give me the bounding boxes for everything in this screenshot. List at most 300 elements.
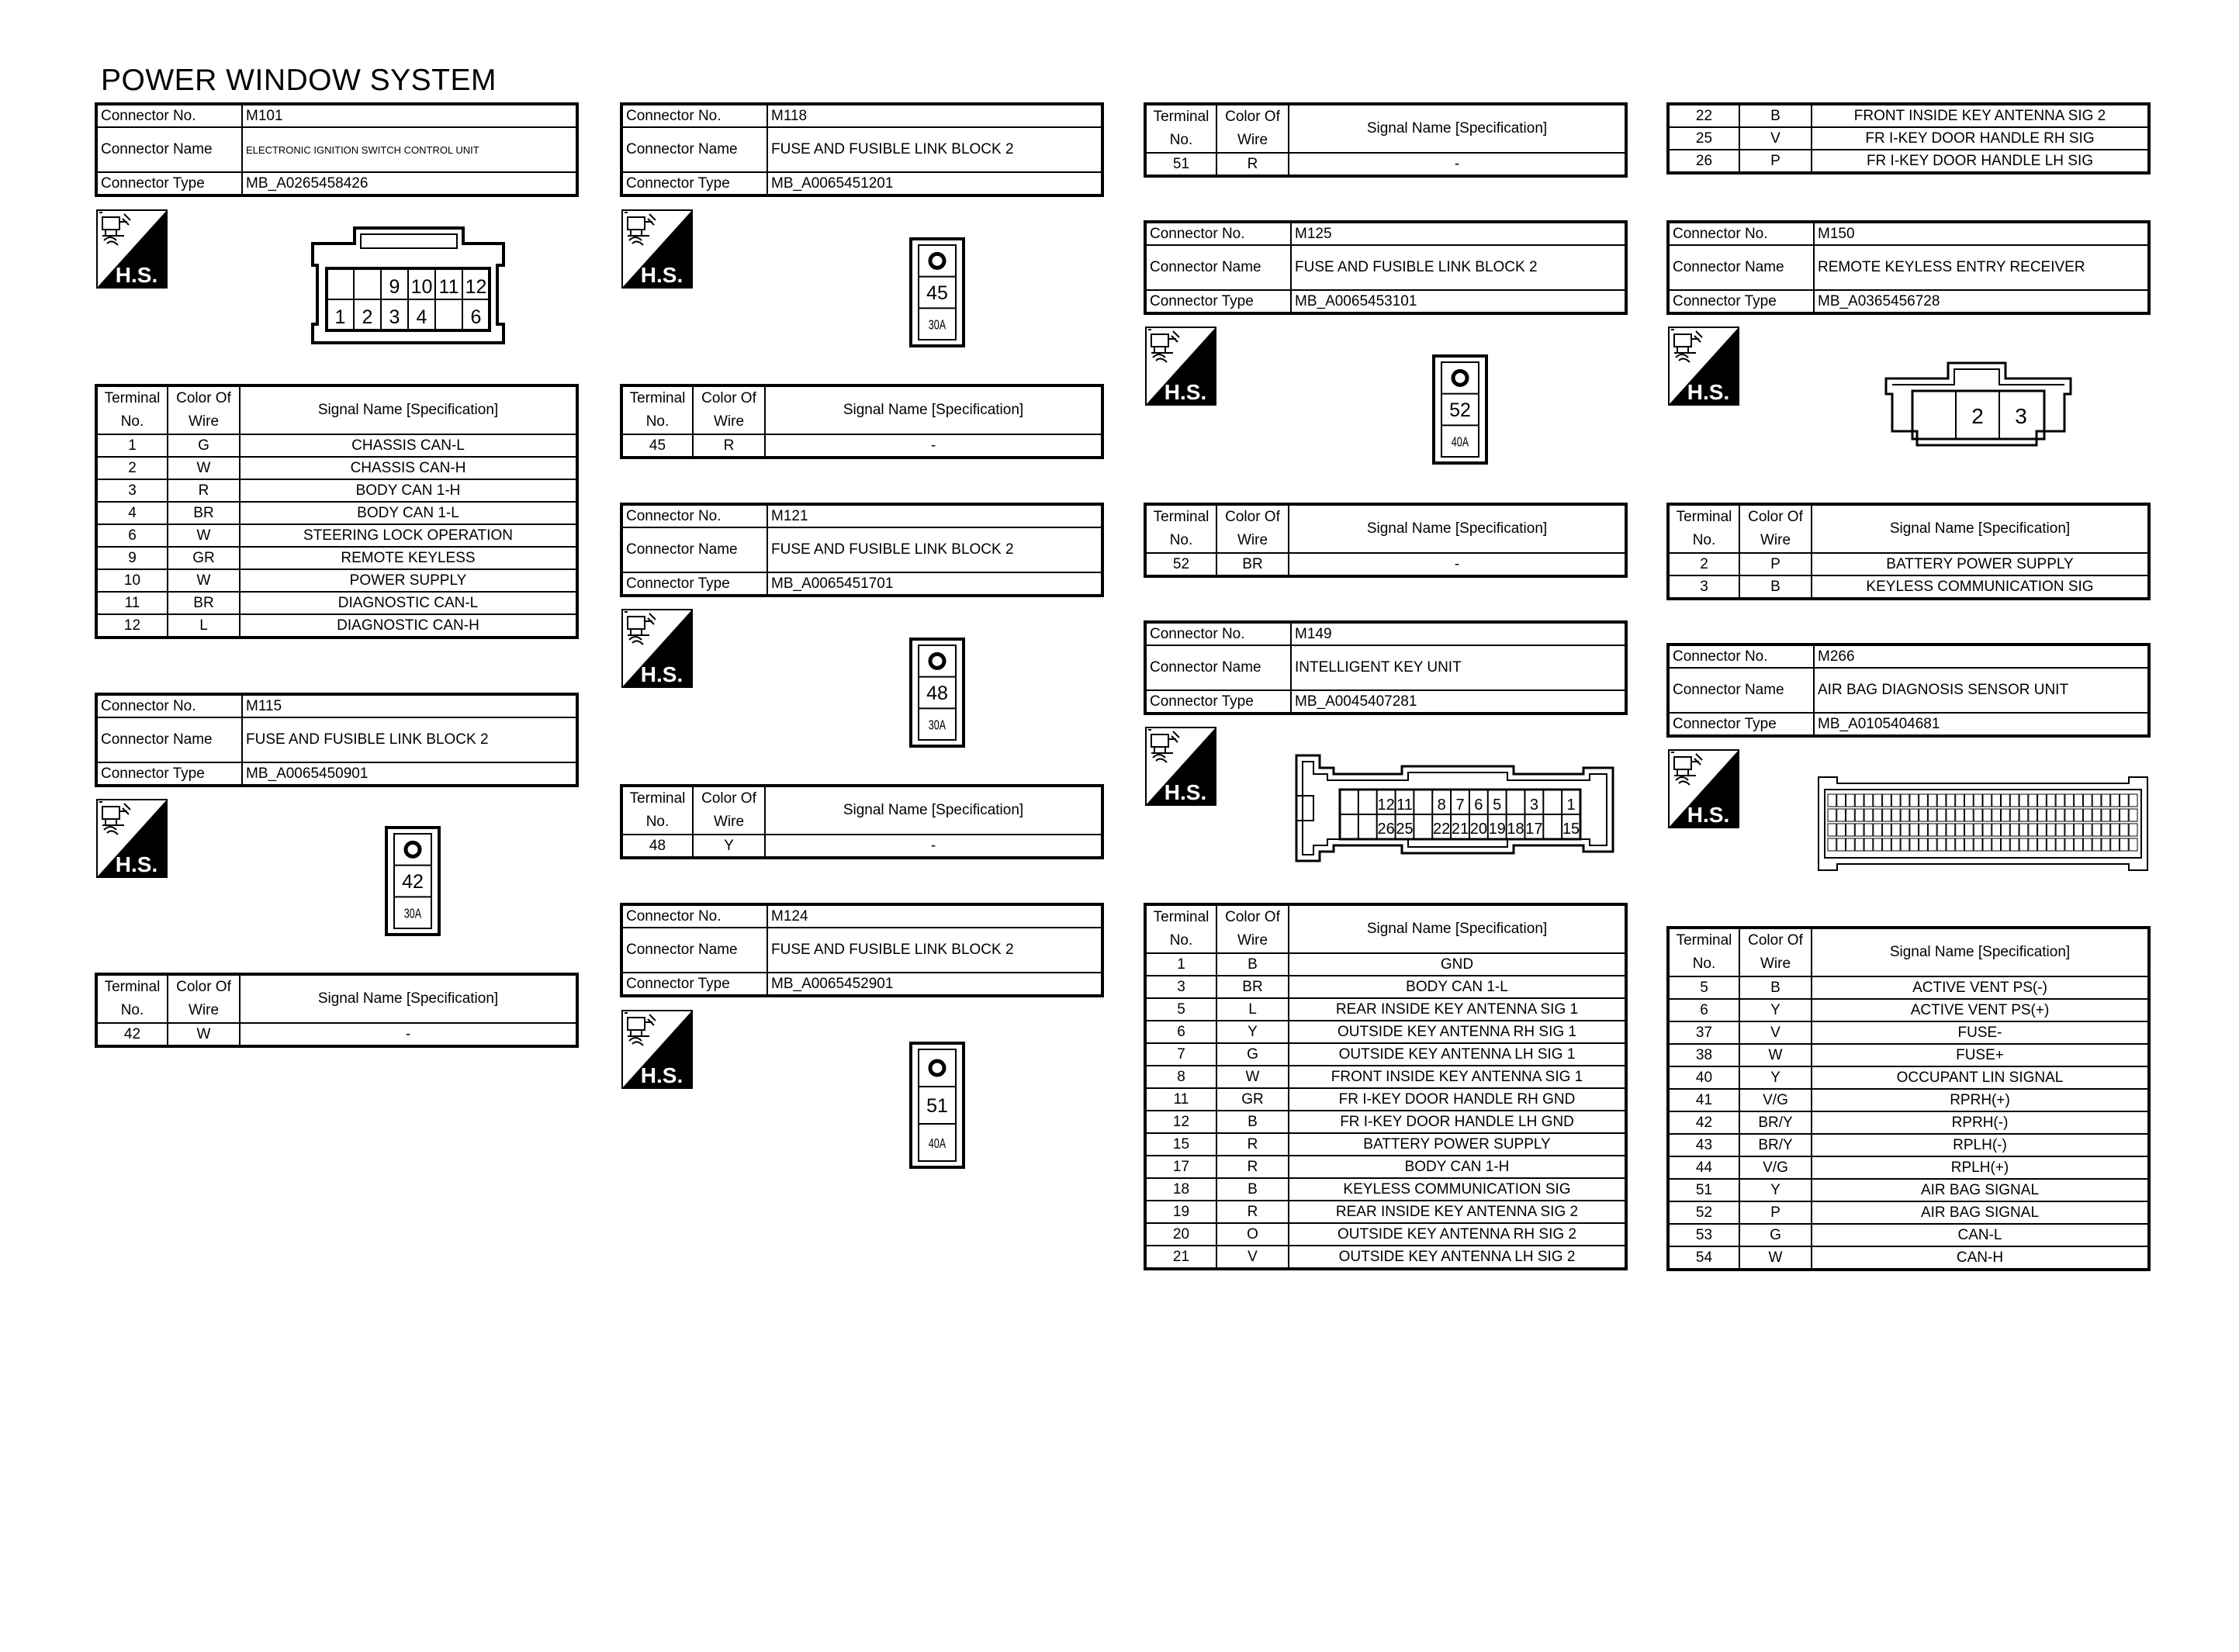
table-row: [1145, 1133, 1626, 1156]
table-header: [1668, 504, 2149, 553]
connector-no-label: Connector No.: [1145, 222, 1291, 245]
terminal-no-header: [96, 385, 168, 434]
table-row: [1145, 1066, 1626, 1088]
terminal-no-cell: 44: [1668, 1156, 1739, 1179]
hs-icon: [96, 209, 168, 289]
fuse-pin-label: 51: [926, 1095, 948, 1117]
signal-name-cell: BATTERY POWER SUPPLY: [1812, 553, 2149, 575]
connector-type-label: Connector Type: [621, 172, 767, 195]
terminal-no-cell: 51: [1145, 153, 1216, 176]
signal-name-cell: KEYLESS COMMUNICATION SIG: [1289, 1178, 1626, 1201]
terminal-no-header: [1145, 904, 1216, 953]
connector-name-label: Connector Name: [621, 527, 767, 572]
terminal-no-cell: 11: [1145, 1088, 1216, 1111]
hs-label: H.S.: [1164, 780, 1207, 804]
signal-name-cell: STEERING LOCK OPERATION: [240, 524, 577, 547]
table-row: [1145, 1156, 1626, 1178]
hs-icon: [96, 799, 168, 878]
terminal-no-cell: 7: [1145, 1043, 1216, 1066]
wire-color-cell: W: [1739, 1246, 1812, 1270]
connector-type-value: MB_A0105404681: [1814, 713, 2149, 736]
signal-name-header: Signal Name [Specification]: [1289, 504, 1626, 553]
header-line: No.: [645, 814, 670, 830]
wire-color-cell: Y: [1216, 1021, 1289, 1043]
header-line: Color Of: [701, 790, 756, 807]
connector-info-m101: [95, 102, 579, 197]
terminal-table-m118: [620, 384, 1104, 459]
table-row: [621, 434, 1102, 458]
terminal-no-cell: 1: [96, 434, 168, 457]
connector-type-label: Connector Type: [96, 762, 242, 786]
pin-label: 3: [1529, 797, 1538, 814]
fuse-pin-label: 42: [402, 871, 424, 893]
header-line: Terminal: [104, 979, 161, 995]
hs-icon: [1668, 749, 1739, 828]
signal-name-header: Signal Name [Specification]: [765, 786, 1102, 835]
terminal-table-m124: [1144, 102, 1628, 178]
fuse-connector-m124: [909, 1042, 965, 1169]
table-row: [1145, 153, 1626, 176]
terminal-no-cell: 53: [1668, 1224, 1739, 1246]
table-row: [1668, 1134, 2149, 1156]
signal-name-cell: RPLH(+): [1812, 1156, 2149, 1179]
fuse-amp-label: 40A: [928, 1135, 946, 1152]
connector-type-value: MB_A0365456728: [1814, 290, 2149, 313]
wire-color-cell: B: [1216, 1111, 1289, 1133]
header-line: Terminal: [1676, 509, 1732, 525]
fuse-connector-m125: [1432, 354, 1488, 465]
terminal-no-cell: 5: [1668, 976, 1739, 999]
connector-name-value: FUSE AND FUSIBLE LINK BLOCK 2: [767, 527, 1102, 572]
hs-label: H.S.: [640, 662, 683, 686]
header-line: Color Of: [176, 390, 231, 406]
terminal-no-cell: 43: [1668, 1134, 1739, 1156]
pin-label: 10: [410, 276, 433, 298]
terminal-no-header: [96, 974, 168, 1023]
signal-name-cell: ACTIVE VENT PS(-): [1812, 976, 2149, 999]
terminal-no-cell: 42: [1668, 1111, 1739, 1134]
terminal-no-header: [1145, 104, 1216, 153]
connector-face-m150: [1881, 357, 2075, 450]
signal-name-cell: FR I-KEY DOOR HANDLE LH SIG: [1812, 150, 2149, 173]
header-line: Wire: [188, 1002, 220, 1018]
table-row: [96, 614, 577, 638]
wire-color-cell: R: [1216, 1201, 1289, 1223]
wire-color-cell: GR: [168, 547, 240, 569]
signal-name-cell: RPLH(-): [1812, 1134, 2149, 1156]
signal-name-cell: FUSE-: [1812, 1021, 2149, 1044]
table-row: [1145, 1088, 1626, 1111]
connector-no-label: Connector No.: [96, 104, 242, 127]
terminal-table-m121: [620, 784, 1104, 859]
terminal-no-cell: 8: [1145, 1066, 1216, 1088]
header-line: Wire: [713, 814, 745, 830]
table-row: [1668, 553, 2149, 575]
signal-name-cell: OCCUPANT LIN SIGNAL: [1812, 1066, 2149, 1089]
table-row: [1145, 1021, 1626, 1043]
wire-color-cell: W: [168, 524, 240, 547]
wire-color-cell: R: [1216, 153, 1289, 176]
table-row: [96, 547, 577, 569]
signal-name-cell: FR I-KEY DOOR HANDLE LH GND: [1289, 1111, 1626, 1133]
wire-color-cell: O: [1216, 1223, 1289, 1246]
connector-name-value: INTELLIGENT KEY UNIT: [1291, 645, 1626, 690]
header-line: Terminal: [1153, 109, 1209, 125]
connector-type-value: MB_A0065453101: [1291, 290, 1626, 313]
signal-name-cell: OUTSIDE KEY ANTENNA LH SIG 2: [1289, 1246, 1626, 1269]
signal-name-cell: KEYLESS COMMUNICATION SIG: [1812, 575, 2149, 599]
header-line: Wire: [1760, 956, 1791, 972]
signal-name-cell: CHASSIS CAN-H: [240, 457, 577, 479]
connector-info-m118: [620, 102, 1104, 197]
pin-label: 1: [1566, 797, 1576, 814]
terminal-no-cell: 52: [1668, 1201, 1739, 1224]
header-line: Terminal: [1153, 509, 1209, 525]
connector-no-label: Connector No.: [1668, 645, 1814, 668]
connector-name-label: Connector Name: [1145, 245, 1291, 290]
color-of-wire-header: [168, 974, 240, 1023]
signal-name-cell: CAN-H: [1812, 1246, 2149, 1270]
header-line: No.: [1169, 532, 1193, 548]
terminal-table-m150: [1666, 503, 2151, 600]
terminal-no-header: [1668, 928, 1739, 976]
signal-name-cell: FR I-KEY DOOR HANDLE RH SIG: [1812, 127, 2149, 150]
connector-face-m266: [1814, 771, 2152, 876]
connector-name-label: Connector Name: [96, 717, 242, 762]
terminal-no-cell: 51: [1668, 1179, 1739, 1201]
connector-type-value: MB_A0065452901: [767, 973, 1102, 996]
connector-name-value: AIR BAG DIAGNOSIS SENSOR UNIT: [1814, 668, 2149, 713]
table-row: [1668, 999, 2149, 1021]
connector-no-value: M118: [767, 104, 1102, 127]
pin-label: 8: [1437, 797, 1446, 814]
signal-name-cell: BODY CAN 1-L: [1289, 976, 1626, 998]
header-line: No.: [1692, 956, 1716, 972]
signal-name-cell: BATTERY POWER SUPPLY: [1289, 1133, 1626, 1156]
table-row: [1668, 976, 2149, 999]
table-row: [96, 1023, 577, 1046]
terminal-table-m101: [95, 384, 579, 639]
wire-color-cell: P: [1739, 150, 1812, 173]
header-line: Color Of: [1748, 932, 1803, 949]
header-line: Wire: [1760, 532, 1791, 548]
signal-name-cell: CHASSIS CAN-L: [240, 434, 577, 457]
hs-icon: [1145, 327, 1216, 406]
table-row: [1145, 1246, 1626, 1269]
terminal-no-header: [1668, 504, 1739, 553]
hs-icon: [621, 209, 693, 289]
table-header: [1145, 904, 1626, 953]
connector-type-value: MB_A0265458426: [242, 172, 577, 195]
header-line: Color Of: [1748, 509, 1803, 525]
fuse-amp-label: 30A: [928, 317, 946, 334]
header-line: No.: [645, 413, 670, 430]
connector-no-label: Connector No.: [1668, 222, 1814, 245]
hs-icon: [621, 609, 693, 688]
wire-color-cell: V: [1739, 127, 1812, 150]
terminal-no-header: [1145, 504, 1216, 553]
table-row: [1668, 1246, 2149, 1270]
connector-type-label: Connector Type: [1668, 290, 1814, 313]
terminal-no-cell: 54: [1668, 1246, 1739, 1270]
terminal-no-cell: 11: [96, 592, 168, 614]
color-of-wire-header: [1216, 104, 1289, 153]
connector-no-value: M115: [242, 694, 577, 717]
signal-name-header: Signal Name [Specification]: [240, 974, 577, 1023]
color-of-wire-header: [1216, 904, 1289, 953]
pin-label: 2: [1971, 404, 1984, 428]
terminal-no-cell: 2: [96, 457, 168, 479]
pin-label: 11: [438, 276, 459, 298]
connector-info-m149: [1144, 620, 1628, 715]
pin-label: 6: [470, 306, 482, 328]
color-of-wire-header: [693, 385, 765, 434]
signal-name-header: Signal Name [Specification]: [1812, 504, 2149, 553]
signal-name-cell: REMOTE KEYLESS: [240, 547, 577, 569]
connector-no-label: Connector No.: [621, 504, 767, 527]
table-row: [96, 502, 577, 524]
table-row: [1668, 1224, 2149, 1246]
wire-color-cell: BR: [168, 502, 240, 524]
table-row: [1145, 553, 1626, 576]
signal-name-cell: FRONT INSIDE KEY ANTENNA SIG 1: [1289, 1066, 1626, 1088]
signal-name-header: Signal Name [Specification]: [240, 385, 577, 434]
pin-label: 22: [1433, 821, 1451, 838]
hs-label: H.S.: [1687, 803, 1730, 827]
signal-name-cell: CAN-L: [1812, 1224, 2149, 1246]
wire-color-cell: P: [1739, 1201, 1812, 1224]
connector-no-value: M125: [1291, 222, 1626, 245]
signal-name-cell: DIAGNOSTIC CAN-H: [240, 614, 577, 638]
pin-label: 25: [1396, 821, 1414, 838]
fuse-amp-label: 30A: [928, 717, 946, 734]
connector-name-label: Connector Name: [96, 127, 242, 172]
header-line: No.: [1692, 532, 1716, 548]
hs-label: H.S.: [640, 263, 683, 287]
table-row: [1145, 1201, 1626, 1223]
header-line: No.: [120, 413, 144, 430]
wire-color-cell: BR: [168, 592, 240, 614]
fuse-connector-m121: [909, 638, 965, 748]
pin-label: 20: [1469, 821, 1487, 838]
wire-color-cell: W: [168, 457, 240, 479]
connector-type-value: MB_A0045407281: [1291, 690, 1626, 714]
connector-name-label: Connector Name: [621, 127, 767, 172]
wire-color-cell: Y: [693, 835, 765, 858]
terminal-no-cell: 20: [1145, 1223, 1216, 1246]
terminal-no-cell: 17: [1145, 1156, 1216, 1178]
terminal-no-cell: 21: [1145, 1246, 1216, 1269]
signal-name-cell: -: [240, 1023, 577, 1046]
terminal-table-m125: [1144, 503, 1628, 578]
header-line: Terminal: [629, 390, 686, 406]
terminal-no-header: [621, 786, 693, 835]
connector-no-value: M266: [1814, 645, 2149, 668]
connector-name-label: Connector Name: [1668, 245, 1814, 290]
connector-no-value: M124: [767, 904, 1102, 928]
connector-type-value: MB_A0065450901: [242, 762, 577, 786]
connector-type-label: Connector Type: [621, 572, 767, 596]
wire-color-cell: L: [1216, 998, 1289, 1021]
table-row: [1668, 1111, 2149, 1134]
signal-name-header: Signal Name [Specification]: [1289, 104, 1626, 153]
wire-color-cell: Y: [1739, 1179, 1812, 1201]
wire-color-cell: B: [1739, 104, 1812, 127]
wire-color-cell: P: [1739, 553, 1812, 575]
pin-label: 1: [334, 306, 346, 328]
terminal-no-cell: 1: [1145, 953, 1216, 976]
connector-name-value: ELECTRONIC IGNITION SWITCH CONTROL UNIT: [242, 127, 577, 172]
table-row: [1145, 1178, 1626, 1201]
hs-label: H.S.: [1687, 380, 1730, 404]
terminal-no-cell: 22: [1668, 104, 1739, 127]
hs-icon: [621, 1010, 693, 1089]
pin-label: 15: [1562, 821, 1580, 838]
wire-color-cell: R: [1216, 1133, 1289, 1156]
pin-label: 18: [1507, 821, 1524, 838]
connector-face-m101: [306, 222, 508, 347]
connector-name-label: Connector Name: [1145, 645, 1291, 690]
connector-type-value: MB_A0065451701: [767, 572, 1102, 596]
table-row: [1145, 976, 1626, 998]
signal-name-cell: OUTSIDE KEY ANTENNA RH SIG 1: [1289, 1021, 1626, 1043]
connector-face-m149: [1292, 752, 1618, 865]
hs-label: H.S.: [640, 1063, 683, 1087]
wire-color-cell: W: [1739, 1044, 1812, 1066]
connector-no-label: Connector No.: [621, 104, 767, 127]
terminal-no-cell: 6: [1668, 999, 1739, 1021]
wire-color-cell: W: [168, 569, 240, 592]
connector-info-m125: [1144, 220, 1628, 315]
table-row: [1668, 104, 2149, 127]
wire-color-cell: V/G: [1739, 1156, 1812, 1179]
connector-name-label: Connector Name: [621, 928, 767, 973]
signal-name-cell: AIR BAG SIGNAL: [1812, 1179, 2149, 1201]
header-line: Color Of: [1225, 909, 1280, 925]
pin-label: 17: [1525, 821, 1543, 838]
wire-color-cell: Y: [1739, 999, 1812, 1021]
connector-info-m115: [95, 693, 579, 787]
signal-name-cell: GND: [1289, 953, 1626, 976]
terminal-no-cell: 25: [1668, 127, 1739, 150]
connector-info-m124: [620, 903, 1104, 997]
pin-label: 7: [1455, 797, 1465, 814]
connector-name-label: Connector Name: [1668, 668, 1814, 713]
table-row: [1668, 1044, 2149, 1066]
table-row: [96, 524, 577, 547]
table-row: [621, 835, 1102, 858]
signal-name-cell: AIR BAG SIGNAL: [1812, 1201, 2149, 1224]
table-row: [1145, 953, 1626, 976]
signal-name-cell: BODY CAN 1-H: [240, 479, 577, 502]
wire-color-cell: G: [1739, 1224, 1812, 1246]
pin-label: 9: [389, 276, 400, 298]
table-row: [1668, 127, 2149, 150]
color-of-wire-header: [1216, 504, 1289, 553]
wire-color-cell: Y: [1739, 1066, 1812, 1089]
wire-color-cell: B: [1739, 575, 1812, 599]
connector-type-label: Connector Type: [1668, 713, 1814, 736]
fuse-pin-label: 52: [1449, 399, 1471, 421]
terminal-no-cell: 19: [1145, 1201, 1216, 1223]
connector-info-m150: [1666, 220, 2151, 315]
header-line: Wire: [1237, 132, 1268, 148]
connector-type-label: Connector Type: [1145, 690, 1291, 714]
terminal-no-cell: 45: [621, 434, 693, 458]
wire-color-cell: R: [1216, 1156, 1289, 1178]
connector-no-value: M150: [1814, 222, 2149, 245]
table-header: [621, 385, 1102, 434]
pin-label: 6: [1474, 797, 1483, 814]
signal-name-cell: -: [1289, 553, 1626, 576]
terminal-no-cell: 5: [1145, 998, 1216, 1021]
table-row: [96, 479, 577, 502]
terminal-table-m266: [1666, 926, 2151, 1271]
terminal-table-m149: [1144, 903, 1628, 1270]
signal-name-cell: -: [765, 434, 1102, 458]
signal-name-cell: ACTIVE VENT PS(+): [1812, 999, 2149, 1021]
connector-info-m266: [1666, 643, 2151, 738]
terminal-no-cell: 4: [96, 502, 168, 524]
header-line: Terminal: [629, 790, 686, 807]
terminal-table-m149-continued: [1666, 102, 2151, 175]
wire-color-cell: BR: [1216, 553, 1289, 576]
terminal-no-cell: 15: [1145, 1133, 1216, 1156]
wire-color-cell: R: [168, 479, 240, 502]
signal-name-cell: REAR INSIDE KEY ANTENNA SIG 2: [1289, 1201, 1626, 1223]
header-line: Wire: [1237, 932, 1268, 949]
table-header: [1668, 928, 2149, 976]
wire-color-cell: V/G: [1739, 1089, 1812, 1111]
fuse-pin-label: 48: [926, 683, 948, 704]
signal-name-cell: DIAGNOSTIC CAN-L: [240, 592, 577, 614]
table-row: [1668, 1156, 2149, 1179]
fuse-pin-label: 45: [926, 282, 948, 304]
table-row: [1668, 1179, 2149, 1201]
wire-color-cell: G: [1216, 1043, 1289, 1066]
terminal-no-cell: 3: [1145, 976, 1216, 998]
pin-label: 19: [1488, 821, 1506, 838]
header-line: Color Of: [701, 390, 756, 406]
signal-name-cell: BODY CAN 1-H: [1289, 1156, 1626, 1178]
table-header: [96, 385, 577, 434]
connector-type-label: Connector Type: [621, 973, 767, 996]
signal-name-cell: RPRH(-): [1812, 1111, 2149, 1134]
terminal-no-cell: 3: [1668, 575, 1739, 599]
signal-name-cell: BODY CAN 1-L: [240, 502, 577, 524]
signal-name-header: Signal Name [Specification]: [1812, 928, 2149, 976]
wire-color-cell: B: [1216, 953, 1289, 976]
table-row: [1668, 1066, 2149, 1089]
connector-no-label: Connector No.: [1145, 622, 1291, 645]
connector-name-value: FUSE AND FUSIBLE LINK BLOCK 2: [1291, 245, 1626, 290]
hs-label: H.S.: [115, 263, 158, 287]
connector-no-value: M121: [767, 504, 1102, 527]
connector-name-value: FUSE AND FUSIBLE LINK BLOCK 2: [767, 127, 1102, 172]
table-row: [96, 434, 577, 457]
wire-color-cell: W: [1216, 1066, 1289, 1088]
wire-color-cell: V: [1739, 1021, 1812, 1044]
terminal-no-cell: 26: [1668, 150, 1739, 173]
pin-label: 3: [389, 306, 400, 328]
fuse-amp-label: 30A: [403, 906, 422, 922]
table-row: [1668, 150, 2149, 173]
pin-label: 3: [2015, 404, 2027, 428]
connector-type-value: MB_A0065451201: [767, 172, 1102, 195]
terminal-no-cell: 6: [1145, 1021, 1216, 1043]
terminal-no-cell: 38: [1668, 1044, 1739, 1066]
hs-icon: [1145, 727, 1216, 806]
